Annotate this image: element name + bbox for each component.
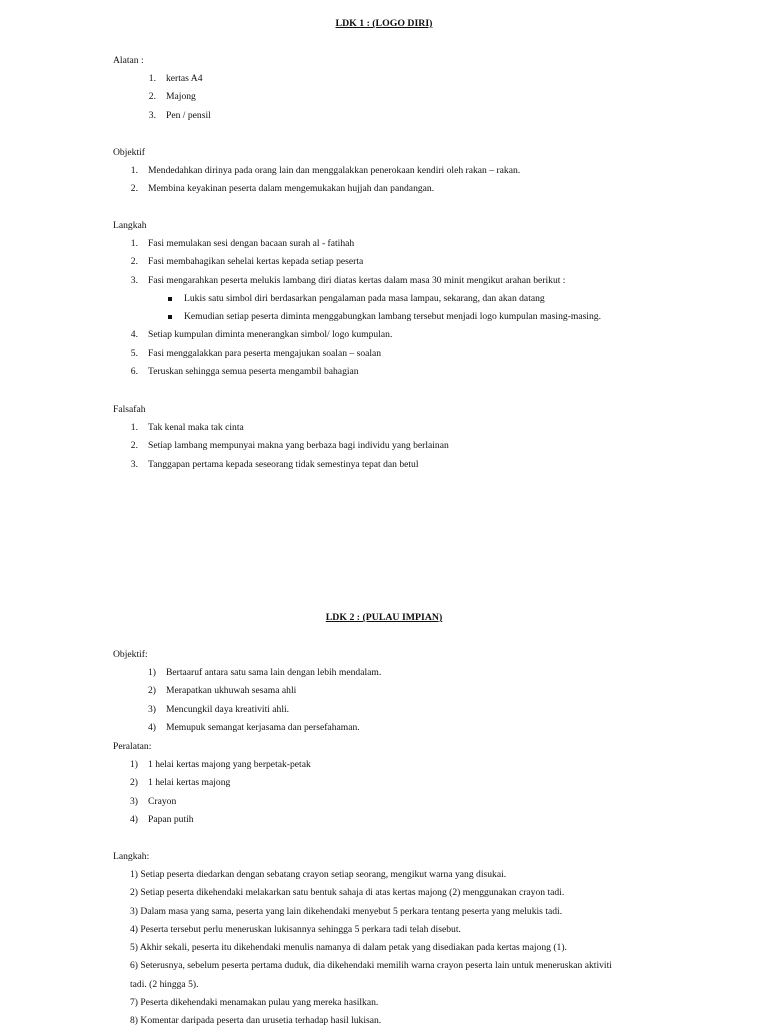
list-item [0,866,768,884]
list-text: Kemudian setiap peserta diminta menggabungkan lambang tersebut menjadi logo kumpulan masing-masing. [184,311,601,323]
list-text: 5) Akhir sekali, peserta itu dikehendaki menulis namanya di dalam petak yang disediakan pada kertas majong (1). [130,942,567,954]
list-number: 6. [130,366,138,378]
list-item [0,326,768,344]
list-text: Fasi memulakan sesi dengan bacaan surah al - fatihah [148,238,355,249]
list-item [0,682,768,700]
list-number: 3. [130,458,138,470]
list-item [0,903,768,921]
list-text: 2) Setiap peserta dikehendaki melakarkan satu bentuk sahaja di atas kertas majong (2) menggunakan crayon tadi. [130,887,565,899]
list-text: Teruskan sehingga semua peserta mengambil bahagian [148,366,359,378]
list-text: Tanggapan pertama kepada seseorang tidak semestinya tepat dan betul [148,458,419,470]
list-item [0,957,768,975]
list-item [0,162,768,180]
list-item [0,884,768,902]
langkah-heading: Langkah [113,220,147,231]
list-text: 7) Peserta dikehendaki menamakan pulau yang mereka hasilkan. [130,997,379,1009]
list-item [0,921,768,939]
list-text: Pen / pensil [166,109,211,121]
bullet-item [0,290,768,308]
list-number: 2) [148,685,156,697]
falsafah-heading: Falsafah [113,404,146,415]
list-item [0,437,768,455]
list-text: Bertaaruf antara satu sama lain dengan lebih mendalam. [166,667,382,678]
list-number: 3. [130,274,138,286]
list-text: Memupuk semangat kerjasama dan persefahaman. [166,721,360,733]
alatan-heading: Alatan : [113,55,144,66]
list-item [0,939,768,957]
list-item [0,456,768,474]
list-number: 1. [130,165,138,176]
list-number: 3) [148,703,156,715]
peralatan-list [0,756,768,829]
list-number: 2. [148,91,156,103]
list-item [0,774,768,792]
langkah-list [0,235,768,381]
list-text: Crayon [148,795,177,807]
list-text: 8) Komentar daripada peserta dan urusetia terhadap hasil lukisan. [130,1015,382,1027]
list-text: 6) Seterusnya, sebelum peserta pertama duduk, dia dikehendaki memilih warna crayon peserta lain untuk meneruskan aktiviti [130,960,612,972]
list-number: 4. [130,329,138,341]
objektif-heading: Objektif [113,147,145,158]
bullet-icon [168,297,172,301]
objektif-list [0,162,768,199]
list-item [0,235,768,253]
list-number: 2) [130,777,138,789]
list-text: Mencungkil daya kreativiti ahli. [166,703,290,715]
list-text: Majong [166,91,196,103]
objektif2-list [0,664,768,737]
list-item [0,976,768,994]
list-number: 4) [130,813,138,825]
list-item [0,419,768,437]
list-item [0,1012,768,1030]
bullet-item [0,308,768,326]
list-item [0,701,768,719]
ldk1-title: LDK 1 : (LOGO DIRI) [335,18,433,29]
list-item [0,756,768,774]
list-text: Setiap kumpulan diminta menerangkan simbol/ logo kumpulan. [148,329,393,341]
peralatan-heading: Peralatan: [113,741,152,752]
list-text: Fasi membahagikan sehelai kertas kepada setiap peserta [148,256,364,268]
list-number: 1) [130,759,138,770]
list-text: Fasi mengarahkan peserta melukis lambang diri diatas kertas dalam masa 30 minit mengikut arahan berikut : [148,274,566,286]
list-text: 1) Setiap peserta diedarkan dengan sebatang crayon setiap seorang, mengikut warna yang disukai. [130,869,507,880]
list-text: Merapatkan ukhuwah sesama ahli [166,685,297,697]
list-text: 4) Peserta tersebut perlu meneruskan lukisannya sehingga 5 perkara tadi telah disebut. [130,923,461,935]
list-number: 1. [130,422,138,433]
list-text: kertas A4 [166,73,203,84]
list-item [0,88,768,106]
list-item [0,180,768,198]
list-item [0,719,768,737]
list-text: 3) Dalam masa yang sama, peserta yang lain dikehendaki menyebut 5 perkara tentang peserta yang melukis tadi. [130,905,563,917]
list-number: 2. [130,440,138,452]
list-item [0,345,768,363]
list-number: 2. [130,183,138,195]
list-text: Tak kenal maka tak cinta [148,422,244,433]
list-number: 1. [148,73,156,84]
ldk2-title: LDK 2 : (PULAU IMPIAN) [325,612,443,623]
list-number: 1. [130,238,138,249]
list-number: 3. [148,109,156,121]
list-number: 4) [148,721,156,733]
list-number: 1) [148,667,156,678]
list-text: Membina keyakinan peserta dalam mengemukakan hujjah dan pandangan. [148,183,435,195]
list-item [0,70,768,88]
langkah2-heading: Langkah: [113,851,150,862]
list-item [0,793,768,811]
falsafah-list [0,419,768,474]
list-item [0,253,768,271]
langkah2-list [0,866,768,1031]
list-text: 1 helai kertas majong yang berpetak-petak [148,759,311,770]
list-item [0,363,768,381]
list-item [0,107,768,125]
list-item [0,994,768,1012]
objektif2-heading: Objektif: [113,649,148,660]
list-item [0,272,768,290]
list-text: Lukis satu simbol diri berdasarkan pengalaman pada masa lampau, sekarang, dan akan datang [184,292,545,304]
list-text: Setiap lambang mempunyai makna yang berbaza bagi individu yang berlainan [148,440,449,452]
list-text: 1 helai kertas majong [148,777,231,789]
list-number: 2. [130,256,138,268]
list-item [0,811,768,829]
bullet-icon [168,315,172,319]
alatan-list [0,70,768,125]
list-number: 5. [130,347,138,359]
list-item [0,664,768,682]
list-text: Mendedahkan dirinya pada orang lain dan menggalakkan penerokaan kendiri oleh rakan – rakan. [148,165,521,176]
list-text: Papan putih [148,813,194,825]
list-number: 3) [130,795,138,807]
list-text: Fasi menggalakkan para peserta mengajukan soalan – soalan [148,347,382,359]
list-text: tadi. (2 hingga 5). [130,978,199,990]
